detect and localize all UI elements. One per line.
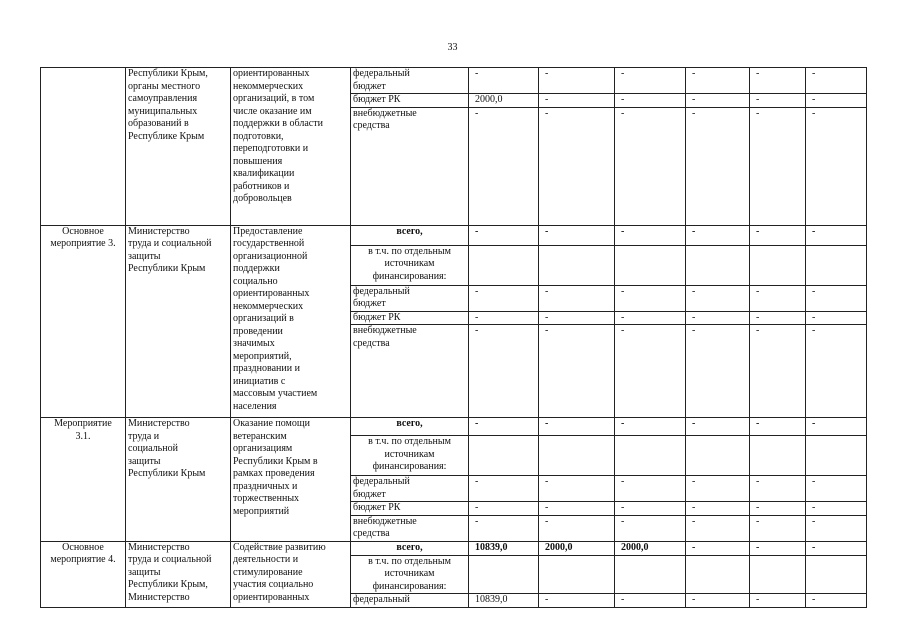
amount-cell: - — [539, 515, 615, 541]
amount-cell — [750, 436, 806, 476]
amount-cell: - — [469, 418, 539, 436]
amount-cell: - — [615, 594, 686, 608]
amount-cell: - — [539, 594, 615, 608]
amount-cell: - — [806, 476, 867, 502]
description-cell: Предоставление государственной организационной поддержки социально ориентированных некоммерческих организаций в проведении значимых мероприятий, праздновании и инициатив с массовым участием населения — [231, 225, 351, 418]
amount-cell: - — [686, 285, 750, 311]
amount-cell: - — [686, 311, 750, 325]
description-cell: Оказание помощи ветеранским организациям Республики Крым в рамках проведения праздничных и торжественных мероприятий — [231, 418, 351, 542]
amount-cell: - — [615, 515, 686, 541]
amount-cell: - — [539, 68, 615, 94]
amount-cell: - — [806, 541, 867, 555]
table-row — [41, 68, 867, 94]
amount-cell: - — [806, 107, 867, 225]
amount-cell: - — [469, 225, 539, 245]
amount-cell: - — [806, 515, 867, 541]
amount-cell: - — [806, 94, 867, 108]
amount-cell: - — [615, 311, 686, 325]
executor-cell: Республики Крым, органы местного самоуправления муниципальных образований в Республике Крым — [126, 68, 231, 226]
amount-cell: - — [806, 311, 867, 325]
amount-cell — [539, 555, 615, 594]
amount-cell: - — [806, 502, 867, 516]
amount-cell: - — [615, 502, 686, 516]
measure-code-cell: Основное мероприятие 4. — [41, 541, 126, 608]
amount-cell: - — [686, 225, 750, 245]
amount-cell: 10839,0 — [469, 541, 539, 555]
funding-source-cell: внебюджетные средства — [351, 325, 469, 418]
amount-cell: - — [750, 285, 806, 311]
amount-cell: - — [539, 107, 615, 225]
amount-cell — [539, 436, 615, 476]
executor-cell: Министерство труда и социальной защиты Республики Крым, Министерство — [126, 541, 231, 608]
amount-cell: - — [750, 418, 806, 436]
amount-cell — [469, 245, 539, 285]
amount-cell: - — [539, 418, 615, 436]
amount-cell: - — [686, 107, 750, 225]
amount-cell: - — [686, 476, 750, 502]
amount-cell: - — [469, 476, 539, 502]
financing-table — [40, 67, 867, 608]
amount-cell: - — [750, 94, 806, 108]
amount-cell: - — [615, 418, 686, 436]
amount-cell: - — [539, 285, 615, 311]
amount-cell: - — [806, 225, 867, 245]
amount-cell — [539, 245, 615, 285]
amount-cell — [469, 436, 539, 476]
table-row — [41, 225, 867, 245]
amount-cell — [469, 555, 539, 594]
amount-cell: - — [469, 285, 539, 311]
measure-code-cell — [41, 68, 126, 226]
amount-cell: - — [469, 502, 539, 516]
executor-cell: Министерство труда и социальной защиты Республики Крым — [126, 418, 231, 542]
amount-cell: - — [469, 68, 539, 94]
funding-source-cell: всего, — [351, 225, 469, 245]
amount-cell: - — [686, 418, 750, 436]
amount-cell — [615, 245, 686, 285]
table-row — [41, 541, 867, 555]
amount-cell — [686, 245, 750, 285]
amount-cell: - — [750, 476, 806, 502]
amount-cell: - — [750, 225, 806, 245]
amount-cell: - — [469, 325, 539, 418]
funding-source-cell: внебюджетные средства — [351, 515, 469, 541]
amount-cell: - — [686, 94, 750, 108]
funding-source-cell: федеральный — [351, 594, 469, 608]
amount-cell — [686, 555, 750, 594]
funding-source-cell: всего, — [351, 418, 469, 436]
funding-source-cell: в т.ч. по отдельным источникам финансирования: — [351, 555, 469, 594]
amount-cell: - — [469, 515, 539, 541]
amount-cell: - — [750, 515, 806, 541]
funding-source-cell: бюджет РК — [351, 311, 469, 325]
amount-cell: - — [615, 225, 686, 245]
funding-source-cell: в т.ч. по отдельным источникам финансирования: — [351, 245, 469, 285]
amount-cell: - — [615, 68, 686, 94]
funding-source-cell: федеральный бюджет — [351, 68, 469, 94]
amount-cell: - — [539, 502, 615, 516]
table-row — [41, 418, 867, 436]
amount-cell: - — [539, 325, 615, 418]
amount-cell — [686, 436, 750, 476]
amount-cell: - — [469, 311, 539, 325]
amount-cell: - — [539, 476, 615, 502]
measure-code-cell: Основное мероприятие 3. — [41, 225, 126, 418]
amount-cell — [615, 555, 686, 594]
amount-cell: - — [750, 68, 806, 94]
amount-cell: - — [539, 225, 615, 245]
funding-source-cell: внебюджетные средства — [351, 107, 469, 225]
amount-cell: - — [615, 107, 686, 225]
amount-cell: - — [615, 325, 686, 418]
funding-source-cell: всего, — [351, 541, 469, 555]
description-cell: ориентированных некоммерческих организаций, в том числе оказание им поддержки в области подготовки, переподготовки и повышения квалификации работников и добровольцев — [231, 68, 351, 226]
amount-cell: - — [750, 594, 806, 608]
amount-cell: - — [750, 311, 806, 325]
amount-cell: - — [750, 541, 806, 555]
amount-cell: - — [806, 418, 867, 436]
amount-cell: - — [686, 68, 750, 94]
amount-cell — [806, 245, 867, 285]
funding-source-cell: бюджет РК — [351, 94, 469, 108]
amount-cell: 2000,0 — [469, 94, 539, 108]
amount-cell: - — [806, 594, 867, 608]
amount-cell — [750, 245, 806, 285]
amount-cell: - — [686, 594, 750, 608]
funding-source-cell: федеральный бюджет — [351, 285, 469, 311]
amount-cell — [615, 436, 686, 476]
amount-cell: - — [806, 68, 867, 94]
amount-cell: - — [686, 502, 750, 516]
amount-cell: - — [806, 285, 867, 311]
executor-cell: Министерство труда и социальной защиты Республики Крым — [126, 225, 231, 418]
amount-cell — [750, 555, 806, 594]
amount-cell: - — [750, 107, 806, 225]
funding-source-cell: федеральный бюджет — [351, 476, 469, 502]
page-number: 33 — [447, 42, 458, 53]
amount-cell: 10839,0 — [469, 594, 539, 608]
amount-cell: 2000,0 — [539, 541, 615, 555]
amount-cell: - — [686, 325, 750, 418]
amount-cell — [806, 555, 867, 594]
amount-cell: - — [469, 107, 539, 225]
description-cell: Содействие развитию деятельности и стимулирование участия социально ориентированных — [231, 541, 351, 608]
amount-cell: - — [686, 541, 750, 555]
amount-cell: - — [615, 285, 686, 311]
amount-cell: - — [539, 94, 615, 108]
measure-code-cell: Мероприятие 3.1. — [41, 418, 126, 542]
amount-cell: - — [615, 94, 686, 108]
funding-source-cell: в т.ч. по отдельным источникам финансирования: — [351, 436, 469, 476]
amount-cell: - — [750, 325, 806, 418]
funding-source-cell: бюджет РК — [351, 502, 469, 516]
amount-cell: - — [686, 515, 750, 541]
amount-cell: 2000,0 — [615, 541, 686, 555]
amount-cell: - — [615, 476, 686, 502]
amount-cell: - — [750, 502, 806, 516]
amount-cell: - — [539, 311, 615, 325]
amount-cell: - — [806, 325, 867, 418]
amount-cell — [806, 436, 867, 476]
